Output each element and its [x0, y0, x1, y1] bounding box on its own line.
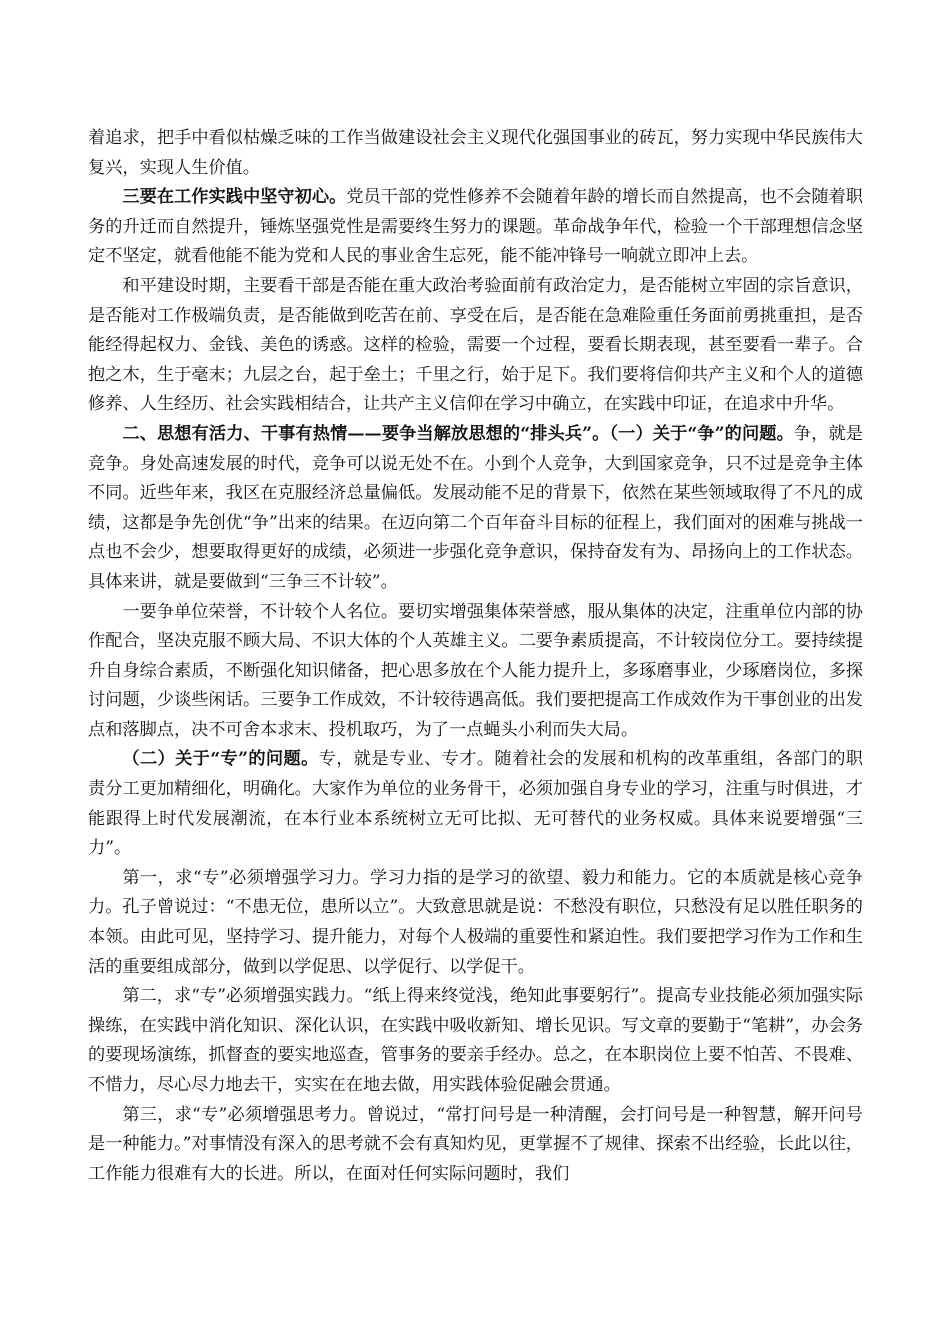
paragraph-2-text: 党员干部的党性修养不会随着年龄的增长而自然提高，也不会随着职务的升迁而自然提升，锤炼坚强党性是需要终生努力的课题。革命战争年代，检验一个干部理想信念坚定不坚定，就看他能不能为党和人民的事业舍生忘死，能不能冲锋号一响就立即冲上去。 [88, 187, 863, 267]
paragraph-2 [88, 183, 863, 272]
paragraph-3-text: 和平建设时期，主要看干部是否能在重大政治考验面前有政治定力，是否能树立牢固的宗旨意识，是否能对工作极端负责，是否能做到吃苦在前、享受在后，是否能在急难险重任务面前勇挑重担，是否能经得起权力、金钱、美色的诱惑。这样的检验，需要一个过程，要看长期表现，甚至要看一辈子。合抱之木，生于毫末；九层之台，起于垒土；千里之行，始于足下。我们要将信仰共产主义和个人的道德修养、人生经历、社会实践相结合，让共产主义信仰在学习中确立，在实践中印证，在追求中升华。 [88, 275, 863, 415]
paragraph-4 [88, 420, 863, 598]
paragraph-1 [88, 124, 863, 183]
paragraph-1-text: 着追求，把手中看似枯燥乏味的工作当做建设社会主义现代化强国事业的砖瓦，努力实现中华民族伟大复兴，实现人生价值。 [88, 128, 863, 178]
paragraph-6 [88, 745, 863, 863]
paragraph-6-text: 专，就是专业、专才。随着社会的发展和机构的改革重组，各部门的职责分工更加精细化，明确化。大家作为单位的业务骨干，必须加强自身专业的学习，注重与时俱进，才能跟得上时代发展潮流，在本行业本系统树立无可比拟、无可替代的业务权威。具体来说要增强“三力”。 [88, 749, 863, 859]
paragraph-9-text: 第三，求“专”必须增强思考力。曾说过，“常打问号是一种清醒，会打问号是一种智慧，解开问号是一种能力。”对事情没有深入的思考就不会有真知灼见，更掌握不了规律、探索不出经验，长此以往，工作能力很难有大的长进。所以，在面对任何实际问题时，我们 [88, 1104, 863, 1184]
paragraph-8 [88, 982, 863, 1100]
paragraph-5 [88, 598, 863, 746]
paragraph-7-text: 第一，求“专”必须增强学习力。学习力指的是学习的欲望、毅力和能力。它的本质就是核心竞争力。孔子曾说过：“不患无位，患所以立”。大致意思就是说：不愁没有职位，只愁没有足以胜任职务的本领。由此可见，坚持学习、提升能力，对每个人极端的重要性和紧迫性。我们要把学习作为工作和生活的重要组成部分，做到以学促思、以学促行、以学促干。 [88, 867, 863, 977]
subsection-two-heading: （二）关于“专”的问题。 [122, 749, 319, 770]
paragraph-7 [88, 864, 863, 982]
paragraph-9 [88, 1101, 863, 1190]
document-body [88, 124, 863, 1189]
paragraph-8-text: 第二，求“专”必须增强实践力。“纸上得来终觉浅，绝知此事要躬行”。提高专业技能必须加强实际操练，在实践中消化知识、深化认识，在实践中吸收新知、增长见识。写文章的要勤于“笔耕”，办会务的要现场演练，抓督查的要实地巡查，管事务的要亲手经办。总之，在本职岗位上要不怕苦、不畏难、不惜力，尽心尽力地去干，实实在在地去做，用实践体验促融会贯通。 [88, 986, 863, 1095]
paragraph-4-text: 争，就是竞争。身处高速发展的时代，竞争可以说无处不在。小到个人竞争，大到国家竞争，只不过是竞争主体不同。近些年来，我区在克服经济总量偏低。发展动能不足的背景下，依然在某些领域取得了不凡的成绩，这都是争先创优“争”出来的结果。在迈向第二个百年奋斗目标的征程上，我们面对的困难与挑战一点也不会少，想要取得更好的成绩，必须进一步强化竞争意识，保持奋发有为、昂扬向上的工作状态。具体来讲，就是要做到“三争三不计较”。 [88, 423, 863, 592]
paragraph-2-lead: 三要在工作实践中坚守初心。 [122, 187, 347, 208]
paragraph-5-text: 一要争单位荣誉，不计较个人名位。要切实增强集体荣誉感，服从集体的决定，注重单位内部的协作配合，坚决克服不顾大局、不识大体的个人英雄主义。二要争素质提高，不计较岗位分工。要持续提升自身综合素质，不断强化知识储备，把心思多放在个人能力提升上，多琢磨事业，少琢磨岗位，多探讨问题，少谈些闲话。三要争工作成效，不计较待遇高低。我们要把提高工作成效作为干事创业的出发点和落脚点，决不可舍本求末、投机取巧，为了一点蝇头小利而失大局。 [88, 601, 863, 740]
section-two-heading: 二、思想有活力、干事有热情——要争当解放思想的“排头兵”。（一）关于“争”的问题。 [122, 423, 794, 444]
paragraph-3 [88, 272, 863, 420]
